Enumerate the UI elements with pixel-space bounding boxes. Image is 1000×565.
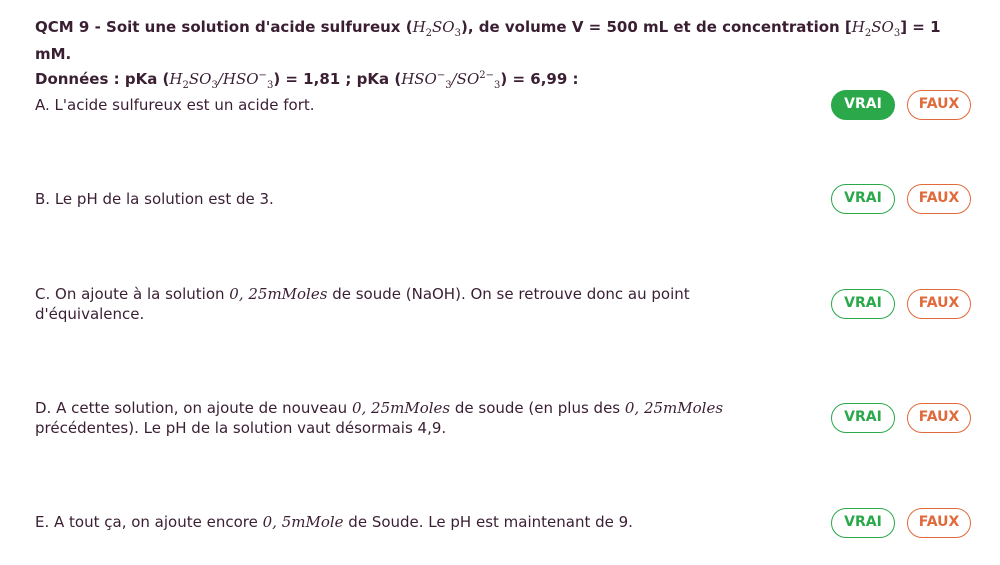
question-data-label: Données : pKa (	[35, 70, 170, 88]
formula-pair-1: $H_2SO_3/HSO^-_3$	[169, 70, 274, 91]
question-data-text: ) = 1,81 ; pKa (	[273, 70, 402, 88]
quantity-formula: 0, 25mMoles	[624, 399, 724, 417]
formula-h2so3: $H_2SO_3$	[851, 18, 901, 39]
option-b-vrai-button[interactable]: VRAI	[831, 184, 895, 214]
option-c-faux-button[interactable]: FAUX	[907, 289, 971, 319]
option-a-faux-button[interactable]: FAUX	[907, 90, 971, 120]
option-c-text: C. On ajoute à la solution 0, 25mMoles de soude (NaOH). On se retrouve donc au point d'équivalence.	[35, 285, 690, 323]
option-d-text: D. A cette solution, on ajoute de nouveau 0, 25mMoles de soude (en plus des 0, 25mMoles précédentes). Le pH de la solution vaut désormais 4,9.	[35, 399, 724, 437]
quantity-formula: 0, 5mMole	[262, 513, 344, 531]
option-b-text: B. Le pH de la solution est de 3.	[35, 190, 274, 208]
formula-pair-2: $HSO^-_3/SO^{2-}_3$	[401, 70, 501, 91]
quantity-formula: 0, 25mMoles	[229, 285, 328, 303]
option-d-faux-button[interactable]: FAUX	[907, 403, 971, 433]
question-data-text: ) = 6,99 :	[500, 70, 579, 88]
question-text: QCM 9 - Soit une solution d'acide sulfureux (	[35, 18, 413, 36]
formula-h2so3: $H_2SO_3$	[412, 18, 461, 39]
option-e-text: E. A tout ça, on ajoute encore 0, 5mMole de Soude. Le pH est maintenant de 9.	[35, 513, 633, 531]
option-e-vrai-button[interactable]: VRAI	[831, 508, 895, 538]
option-e-faux-button[interactable]: FAUX	[907, 508, 971, 538]
quantity-formula: 0, 25mMoles	[351, 399, 451, 417]
question-text: ] = 1 mM.	[35, 18, 941, 63]
option-b-faux-button[interactable]: FAUX	[907, 184, 971, 214]
question-header	[35, 17, 965, 96]
option-a-text: A. L'acide sulfureux est un acide fort.	[35, 96, 315, 114]
question-text: ), de volume V = 500 mL et de concentration [	[460, 18, 852, 36]
option-d-vrai-button[interactable]: VRAI	[831, 403, 895, 433]
option-a-vrai-button[interactable]: VRAI	[831, 90, 895, 120]
option-c-vrai-button[interactable]: VRAI	[831, 289, 895, 319]
